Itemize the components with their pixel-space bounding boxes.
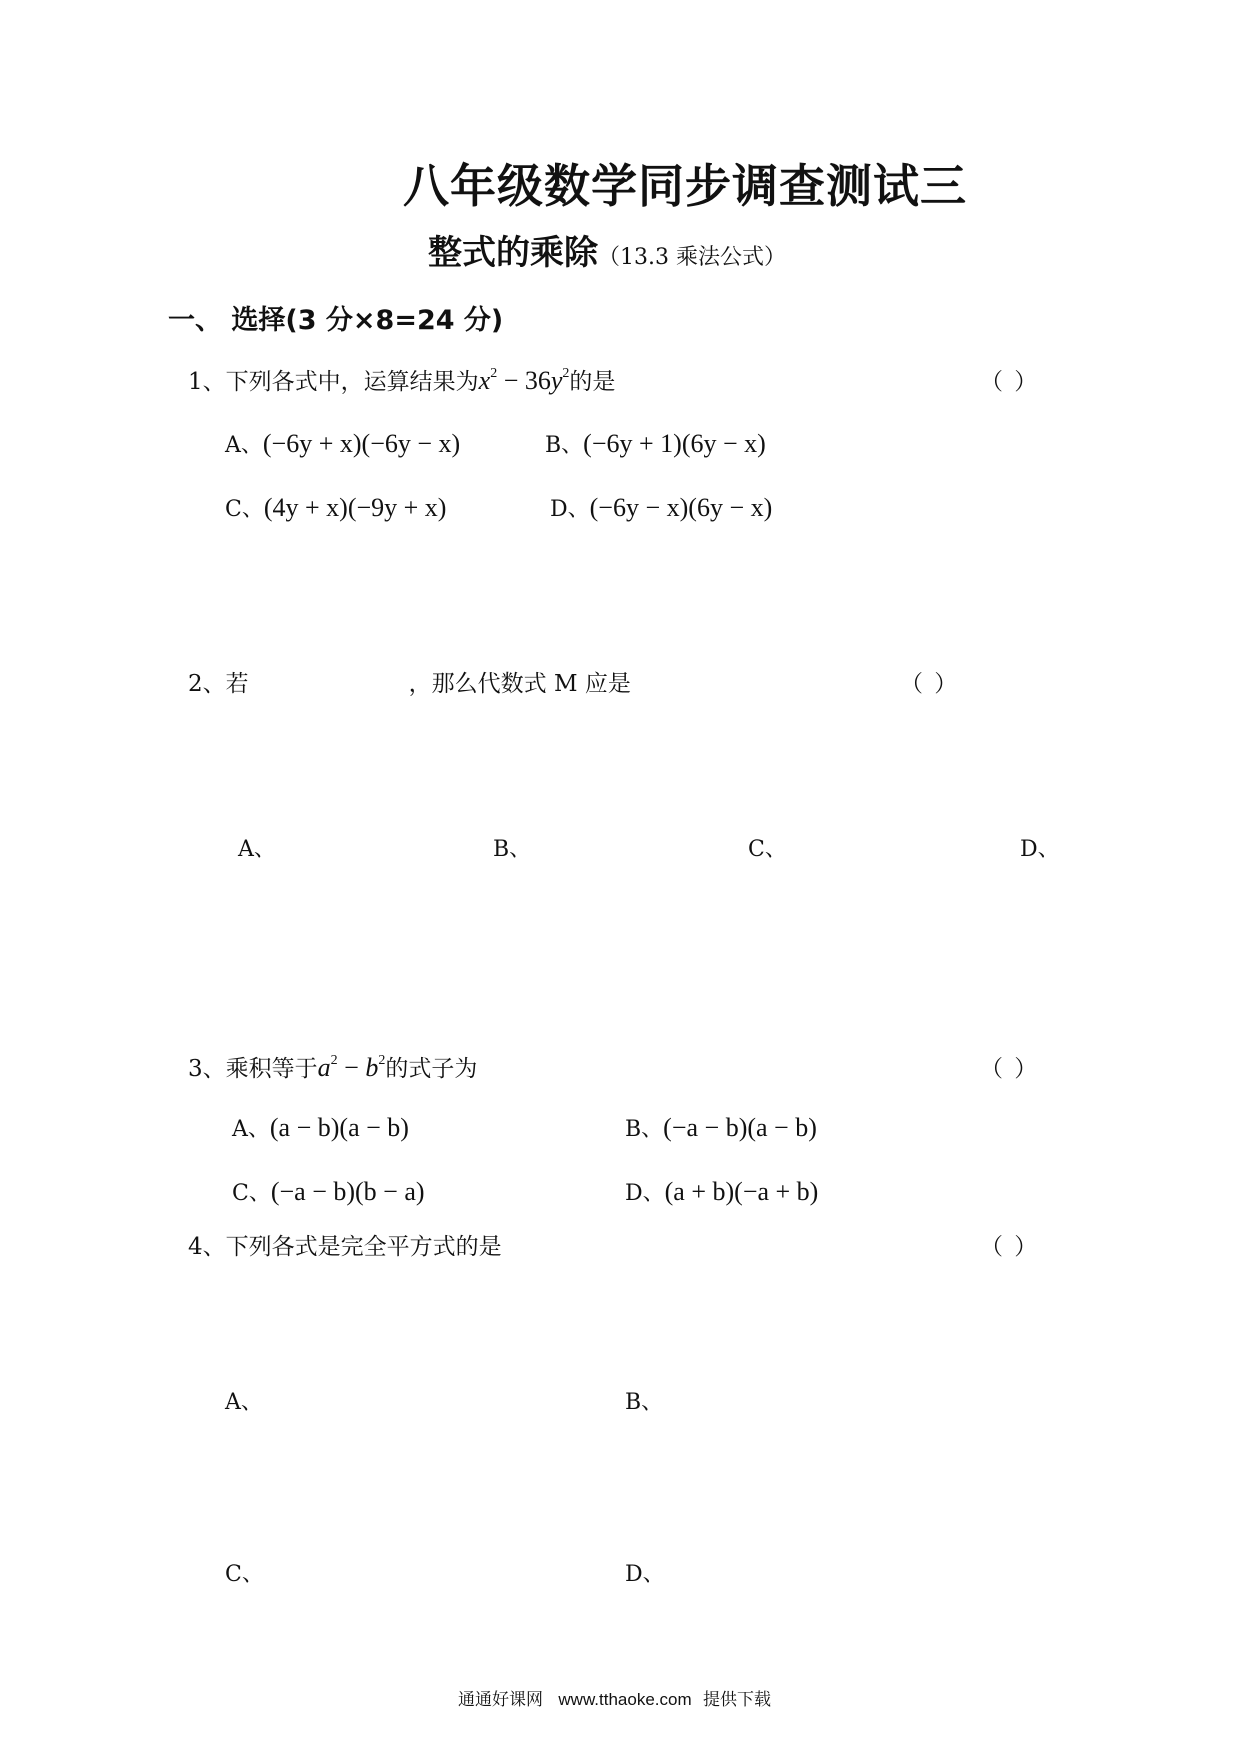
formula: $x^2 - 36y^2$ bbox=[478, 366, 570, 395]
option-label: C、 bbox=[225, 497, 264, 522]
question-number: 4、 bbox=[188, 1234, 226, 1260]
option-expr: (−a − b)(b − a) bbox=[270, 1177, 425, 1206]
option-expr: (−6y − x)(6y − x) bbox=[589, 493, 773, 522]
option-c: C、 bbox=[225, 1562, 264, 1587]
page-title: 八年级数学同步调查测试三 bbox=[403, 159, 967, 213]
option-c bbox=[225, 492, 446, 523]
subtitle-note: （13.3 乘法公式） bbox=[598, 245, 786, 270]
option-a: A、 bbox=[225, 1390, 263, 1415]
option-expr: (−6y + x)(−6y − x) bbox=[262, 429, 461, 458]
answer-bracket: （ ） bbox=[980, 1056, 1040, 1082]
question-text: 乘积等于 bbox=[225, 1056, 318, 1082]
option-expr: (−6y + 1)(6y − x) bbox=[583, 429, 766, 458]
question-text-after: 的式子为 bbox=[385, 1056, 478, 1082]
option-d: D、 bbox=[625, 1562, 665, 1587]
option-b bbox=[545, 428, 766, 459]
option-label: D、 bbox=[625, 1181, 665, 1206]
answer-bracket: （ ） bbox=[980, 1234, 1040, 1260]
answer-bracket: （ ） bbox=[980, 369, 1040, 395]
option-label: C、 bbox=[232, 1181, 271, 1206]
question-3 bbox=[188, 1050, 477, 1083]
answer-bracket: （ ） bbox=[900, 671, 960, 697]
option-label: A、 bbox=[232, 1117, 270, 1142]
question-text: 若 bbox=[225, 671, 249, 697]
option-d: D、 bbox=[1020, 837, 1060, 862]
option-expr: (4y + x)(−9y + x) bbox=[263, 493, 447, 522]
option-expr: (a + b)(−a + b) bbox=[664, 1177, 819, 1206]
option-label: B、 bbox=[625, 1117, 664, 1142]
option-label: A、 bbox=[225, 433, 263, 458]
footer-site-name: 通通好课网 bbox=[458, 1690, 543, 1710]
option-b: B、 bbox=[625, 1390, 664, 1415]
option-b: B、 bbox=[493, 837, 532, 862]
option-c bbox=[232, 1176, 425, 1207]
footer-suffix: 提供下载 bbox=[703, 1690, 772, 1710]
page-subtitle: 整式的乘除 bbox=[428, 233, 598, 273]
option-expr: (−a − b)(a − b) bbox=[663, 1113, 817, 1142]
formula: $a^2 - b^2$ bbox=[317, 1053, 386, 1082]
option-d bbox=[625, 1176, 818, 1207]
option-a: A、 bbox=[238, 837, 276, 862]
option-a bbox=[225, 428, 460, 459]
question-text-after: ，那么代数式 M 应是 bbox=[408, 671, 631, 697]
footer-url-link[interactable]: www.tthaoke.com bbox=[558, 1690, 692, 1709]
option-a bbox=[232, 1112, 409, 1143]
question-number: 2、 bbox=[188, 671, 226, 697]
option-expr: (a − b)(a − b) bbox=[269, 1113, 409, 1142]
question-number: 1、 bbox=[188, 369, 226, 395]
question-1 bbox=[188, 363, 615, 396]
section-heading: 一、 选择(3 分×8=24 分) bbox=[168, 305, 504, 336]
question-4 bbox=[188, 1228, 502, 1261]
option-b bbox=[625, 1112, 817, 1143]
option-label: B、 bbox=[545, 433, 584, 458]
question-2 bbox=[188, 665, 631, 698]
option-d bbox=[550, 492, 772, 523]
question-text: 下列各式中，运算结果为 bbox=[225, 369, 479, 395]
question-text: 下列各式是完全平方式的是 bbox=[225, 1234, 502, 1260]
question-number: 3、 bbox=[188, 1056, 226, 1082]
page-footer bbox=[458, 1685, 771, 1710]
question-text-after: 的是 bbox=[569, 369, 616, 395]
option-label: D、 bbox=[550, 497, 590, 522]
subtitle-line bbox=[428, 225, 786, 274]
option-c: C、 bbox=[748, 837, 787, 862]
